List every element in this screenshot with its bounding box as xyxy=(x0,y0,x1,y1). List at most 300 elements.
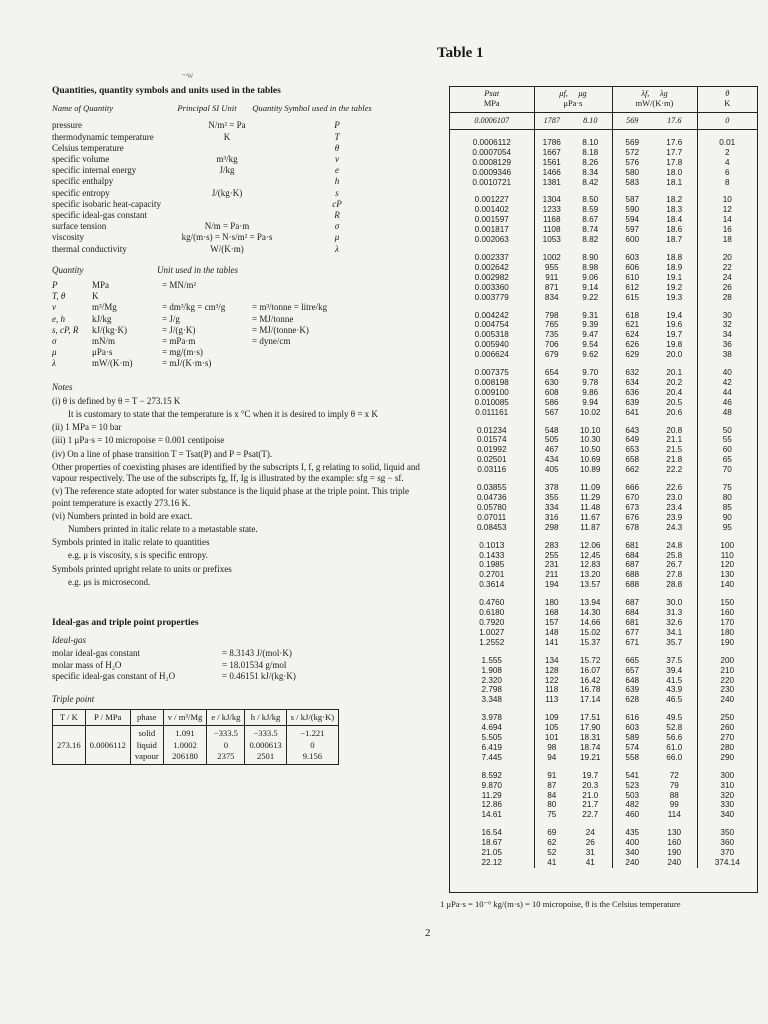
table-cell: 14.61 xyxy=(481,810,502,820)
notes-list xyxy=(52,396,424,588)
table-cell: 41 xyxy=(534,858,569,868)
table-cell: 10.50 xyxy=(580,445,601,455)
table-cell: 574 xyxy=(612,743,652,753)
table-cell: 2.798 xyxy=(481,685,502,695)
quantity-row xyxy=(52,165,424,176)
unit-row xyxy=(52,347,424,358)
table-cell: 80 xyxy=(697,493,757,503)
note-line: (iii) 1 μPa·s = 10 micropoise = 0.001 centipoise xyxy=(52,435,225,446)
table-cell: 22 xyxy=(697,263,757,273)
table-cell: 114 xyxy=(667,810,681,820)
table-cell: 0.002337 xyxy=(474,252,509,262)
table-row xyxy=(450,666,757,676)
unit-value: MPa xyxy=(92,280,110,291)
table-cell: 19.4 xyxy=(666,310,683,320)
table-cell: 320 xyxy=(697,791,757,801)
table-spacer xyxy=(450,360,757,368)
table-cell: 0.007375 xyxy=(474,368,509,378)
table-cell: 0.002642 xyxy=(474,262,509,272)
ideal-gas-section xyxy=(52,618,424,765)
unit-alternative xyxy=(252,347,382,358)
table-cell: 673 xyxy=(612,503,652,513)
quantity-row xyxy=(52,120,424,131)
table-cell: 95 xyxy=(697,523,757,533)
triple-point-h: −333.5 0.000613 2501 xyxy=(245,726,286,765)
quantity-name: surface tension xyxy=(52,221,107,232)
table-cell: 0.002063 xyxy=(474,235,509,245)
table-cell: 32.6 xyxy=(666,617,683,627)
quantity-symbol: μ xyxy=(334,232,340,243)
table-row xyxy=(450,263,757,273)
table-cell: 180 xyxy=(534,598,569,608)
table-cell: 9.62 xyxy=(582,350,599,360)
table-row xyxy=(450,810,757,820)
table-cell: 10.02 xyxy=(580,407,601,417)
ideal-gas-value: = 18.01534 g/mol xyxy=(222,659,287,670)
triple-point-e: −333.5 0 2375 xyxy=(207,726,245,765)
table-cell: 350 xyxy=(697,828,757,838)
unit-row xyxy=(52,358,424,369)
table-cell: 643 xyxy=(612,426,652,436)
table-cell: 10.69 xyxy=(580,455,601,465)
table-cell: 405 xyxy=(534,465,569,475)
col-unit-header: Principal SI Unit xyxy=(177,103,237,114)
units-header xyxy=(52,265,424,276)
table-cell: 19.21 xyxy=(580,752,601,762)
quantity-unit xyxy=(177,199,277,210)
triple-point-col-header: h / kJ/kg xyxy=(245,710,286,726)
table-cell: 10.10 xyxy=(580,425,601,435)
table-cell: 0.006624 xyxy=(474,350,509,360)
unit-row xyxy=(52,280,424,291)
table-cell: 17.6 xyxy=(652,113,697,130)
table-row xyxy=(450,408,757,418)
quantity-symbol: cP xyxy=(332,198,342,209)
table-cell: 41.5 xyxy=(666,675,683,685)
saturation-table xyxy=(449,86,758,893)
table-cell: 629 xyxy=(612,350,652,360)
table-cell: 230 xyxy=(697,685,757,695)
table-cell: 360 xyxy=(697,838,757,848)
table-cell: 0.004754 xyxy=(474,320,509,330)
unit-value: mW/(K·m) xyxy=(92,358,133,369)
table-cell: 0.0006112 xyxy=(472,137,511,147)
table-cell: 50 xyxy=(697,426,757,436)
unit-alternative: = m³/tonne = litre/kg xyxy=(252,302,328,313)
table-spacer xyxy=(450,705,757,713)
table-cell: 134 xyxy=(534,656,569,666)
table-cell: 49.5 xyxy=(666,713,683,723)
table-cell: 19.1 xyxy=(666,272,683,282)
table-cell: 610 xyxy=(612,273,652,283)
table-row xyxy=(450,771,757,781)
quantity-unit xyxy=(177,176,277,187)
ideal-gas-row xyxy=(52,648,424,659)
quantity-name: thermodynamic temperature xyxy=(52,131,154,142)
triple-point-col-header: T / K xyxy=(53,710,86,726)
table-cell: 18.1 xyxy=(666,177,683,187)
table-cell: 55 xyxy=(697,435,757,445)
table-cell: 606 xyxy=(612,263,652,273)
quantity-symbol: s xyxy=(335,187,339,198)
quantities-list xyxy=(52,120,424,254)
table-cell: 16.07 xyxy=(580,665,601,675)
table-cell: 220 xyxy=(697,676,757,686)
table-cell: 666 xyxy=(612,483,652,493)
unit-quantity: v xyxy=(52,302,56,313)
table-cell: 4 xyxy=(697,158,757,168)
conductivity-header: λf, λg mW/(K·m) xyxy=(612,87,697,113)
note-line: (iv) On a line of phase transition T = Tsat(P) and P = Psat(T). xyxy=(52,448,273,459)
table-cell: 0.07011 xyxy=(477,512,507,522)
table-cell: 48 xyxy=(697,408,757,418)
quantity-symbol: v xyxy=(335,154,339,165)
table-cell: 9.70 xyxy=(582,368,599,378)
table-cell: 24 xyxy=(697,273,757,283)
table-cell: 20.6 xyxy=(666,407,683,417)
table-cell: 8.592 xyxy=(481,770,502,780)
table-cell: 250 xyxy=(697,713,757,723)
ideal-gas-subheading: Ideal-gas xyxy=(52,635,86,646)
table-cell: 9.78 xyxy=(582,377,599,387)
table-row xyxy=(450,493,757,503)
table-cell: 632 xyxy=(612,368,652,378)
table-cell: 9.06 xyxy=(582,272,599,282)
table-cell: 283 xyxy=(534,541,569,551)
table-row xyxy=(450,435,757,445)
table-row xyxy=(450,580,757,590)
table-cell: 0.001227 xyxy=(474,195,509,205)
table-row xyxy=(450,713,757,723)
table-cell: 194 xyxy=(534,580,569,590)
table-cell: 72 xyxy=(669,770,679,780)
unit-equivalent: = dm³/kg = cm³/g xyxy=(162,302,226,313)
table-cell: 65 xyxy=(697,455,757,465)
table-cell: 8.10 xyxy=(582,137,599,147)
table-cell: 20.3 xyxy=(582,780,599,790)
table-cell: 9.47 xyxy=(582,330,599,340)
table-cell: 0.0006107 xyxy=(450,113,534,130)
table-cell: 355 xyxy=(534,493,569,503)
table-row xyxy=(450,743,757,753)
table-cell: 0.0007054 xyxy=(472,147,512,157)
table-cell: 128 xyxy=(534,666,569,676)
table-cell: 0.4760 xyxy=(479,598,505,608)
table-cell: 340 xyxy=(612,848,652,858)
table-row xyxy=(450,378,757,388)
quantity-name: specific volume xyxy=(52,154,110,165)
table-row xyxy=(450,638,757,648)
triple-point-row xyxy=(53,726,339,765)
table-cell: 16.42 xyxy=(580,675,601,685)
table-cell: 1466 xyxy=(534,168,569,178)
table-row xyxy=(450,733,757,743)
table-cell: 603 xyxy=(612,723,652,733)
table-row xyxy=(450,523,757,533)
table-cell: 14 xyxy=(697,215,757,225)
table-cell: 600 xyxy=(612,235,652,245)
table-cell: 0.3614 xyxy=(479,580,505,590)
table-row xyxy=(450,293,757,303)
table-cell: 105 xyxy=(534,723,569,733)
table-cell: 113 xyxy=(534,695,569,705)
table-cell: 20.0 xyxy=(666,350,683,360)
table-cell: 26 xyxy=(697,283,757,293)
footnote: 1 μPa·s = 10⁻⁶ kg/(m·s) = 10 micropoise, θ is the Celsius temperature xyxy=(440,899,681,909)
table-spacer xyxy=(450,763,757,771)
table-cell: 2.320 xyxy=(481,675,502,685)
table-cell: 34.1 xyxy=(666,627,683,637)
table-cell: 626 xyxy=(612,340,652,350)
quantity-unit xyxy=(177,210,277,221)
table-cell: 85 xyxy=(697,503,757,513)
table-cell: 18.3 xyxy=(666,205,683,215)
table-cell: 5.505 xyxy=(481,733,502,743)
table-row xyxy=(450,465,757,475)
table-cell: 38 xyxy=(697,350,757,360)
table-cell: 11.09 xyxy=(580,483,601,493)
table-cell: 21.5 xyxy=(666,445,683,455)
table-cell: 374.14 xyxy=(697,858,757,868)
table-cell: 630 xyxy=(534,378,569,388)
table-cell: 19.8 xyxy=(666,340,683,350)
table-cell: 8.90 xyxy=(582,252,599,262)
note-line: e.g. μs is microsecond. xyxy=(68,576,151,587)
quantity-row xyxy=(52,232,424,243)
table-cell: 120 xyxy=(697,560,757,570)
unit-alternative xyxy=(252,291,382,302)
table-cell: 334 xyxy=(534,503,569,513)
table-cell: 90 xyxy=(697,513,757,523)
table-cell: 42 xyxy=(697,378,757,388)
table-cell: 9.14 xyxy=(582,282,599,292)
quantity-name: pressure xyxy=(52,120,82,131)
table-cell: 24 xyxy=(585,828,595,838)
table-cell: 87 xyxy=(534,781,569,791)
table-cell: 231 xyxy=(534,560,569,570)
table-cell: 23.0 xyxy=(666,493,683,502)
table-cell: 0.005318 xyxy=(474,330,509,340)
table-row xyxy=(450,426,757,436)
unit-alternative: = MJ/tonne xyxy=(252,313,294,324)
table-row xyxy=(450,781,757,791)
unit-value: mN/m xyxy=(92,336,116,347)
table-cell: 122 xyxy=(534,676,569,686)
table-cell: 11.67 xyxy=(580,512,601,522)
table-cell: 687 xyxy=(612,560,652,570)
unit-row xyxy=(52,336,424,347)
unit-alternative: = dyne/cm xyxy=(252,336,291,347)
table-cell: 0.01992 xyxy=(476,445,507,455)
table-cell: 18.0 xyxy=(666,167,683,177)
table-cell: 23.4 xyxy=(666,502,683,512)
table-spacer xyxy=(450,533,757,541)
triple-point-col-header: e / kJ/kg xyxy=(207,710,245,726)
quantity-unit: kg/(m·s) = N·s/m² = Pa·s xyxy=(181,232,273,243)
unit-value: kJ/(kg·K) xyxy=(92,324,127,335)
table-cell: 160 xyxy=(697,608,757,618)
table-cell: 13.20 xyxy=(580,570,601,580)
table-cell: 567 xyxy=(534,408,569,418)
ideal-gas-value: = 0.46151 kJ/(kg·K) xyxy=(222,670,296,681)
table-cell: 170 xyxy=(697,618,757,628)
table-cell: 211 xyxy=(534,570,569,580)
table-row xyxy=(450,330,757,340)
table-cell: 79 xyxy=(669,780,679,790)
table-cell: 0.0010721 xyxy=(472,177,512,187)
table-cell: 1.2552 xyxy=(479,637,505,647)
table-cell: 688 xyxy=(612,570,652,580)
table-cell: 765 xyxy=(534,320,569,330)
table-cell: 0.04736 xyxy=(476,493,507,502)
ideal-gas-list xyxy=(52,648,424,682)
triple-point-col-header: v / m³/Mg xyxy=(163,710,207,726)
table-cell: 298 xyxy=(534,523,569,533)
triple-point-table xyxy=(52,709,339,765)
table-row xyxy=(450,368,757,378)
table-cell: 9.22 xyxy=(582,292,599,302)
table-cell: 98 xyxy=(534,743,569,753)
table-cell: 1.0027 xyxy=(479,627,505,637)
table-cell: 503 xyxy=(612,791,652,801)
table-spacer xyxy=(450,418,757,426)
table-cell: 0.011161 xyxy=(475,407,509,417)
table-cell: 1.908 xyxy=(481,665,502,675)
table-row xyxy=(450,608,757,618)
ideal-gas-value: = 8.3143 J/(mol·K) xyxy=(222,648,292,659)
quantity-row xyxy=(52,188,424,199)
table-cell: 586 xyxy=(534,398,569,408)
table-cell: 1233 xyxy=(534,205,569,215)
table-row xyxy=(450,398,757,408)
table-cell: 280 xyxy=(697,743,757,753)
table-cell: 10.30 xyxy=(580,435,601,445)
table-cell: 434 xyxy=(534,455,569,465)
table-cell: 84 xyxy=(534,791,569,801)
table-cell: 290 xyxy=(697,753,757,763)
table-cell: 31 xyxy=(585,848,595,858)
table-row xyxy=(450,676,757,686)
unit-equivalent: = J/(g·K) xyxy=(162,324,196,335)
table-cell: 110 xyxy=(697,551,757,561)
note-line: (ii) 1 MPa = 10 bar xyxy=(52,422,122,433)
table-row xyxy=(450,791,757,801)
ideal-gas-label: molar ideal-gas constant xyxy=(52,648,140,659)
table-cell: 22.7 xyxy=(582,810,599,820)
table-cell: 0.010085 xyxy=(474,397,509,407)
table-cell: 0.003360 xyxy=(474,282,509,292)
table-cell: 0.0009346 xyxy=(472,167,512,177)
table-cell: 20 xyxy=(697,253,757,263)
table-cell: 141 xyxy=(534,638,569,648)
table-cell: 17.90 xyxy=(580,723,601,733)
table-cell: 608 xyxy=(534,388,569,398)
quantity-unit: W/(K·m) xyxy=(210,243,244,254)
table-cell: 23.9 xyxy=(666,512,683,522)
table-cell: 1.555 xyxy=(481,655,502,665)
table-cell: 20.2 xyxy=(666,377,683,387)
table-cell: 658 xyxy=(612,455,652,465)
table-cell: 12.86 xyxy=(481,800,502,810)
ideal-gas-row xyxy=(52,671,424,682)
quantity-unit: m³/kg xyxy=(216,154,238,165)
table-cell: 0.009100 xyxy=(474,387,509,397)
unit-quantity: μ xyxy=(52,347,57,358)
table-cell: 1786 xyxy=(534,138,569,148)
table-cell: 52 xyxy=(534,848,569,858)
table-spacer xyxy=(450,648,757,656)
triple-point-col-header: P / MPa xyxy=(85,710,130,726)
table-header-row xyxy=(450,87,757,113)
ideal-gas-heading: Ideal-gas and triple point properties xyxy=(52,617,199,628)
table-row xyxy=(450,253,757,263)
table-cell: 0.7920 xyxy=(479,617,505,627)
quantity-row xyxy=(52,176,424,187)
table-cell: 11.29 xyxy=(580,493,601,502)
table-cell: 684 xyxy=(612,608,652,618)
table-cell: 1168 xyxy=(534,215,569,225)
table-cell: 662 xyxy=(612,465,652,475)
table-cell: 69 xyxy=(534,828,569,838)
table-row xyxy=(450,723,757,733)
table-cell: 18.67 xyxy=(481,838,502,848)
table-cell: 6 xyxy=(697,168,757,178)
table-cell: 621 xyxy=(612,320,652,330)
table-row xyxy=(450,113,757,130)
table-row xyxy=(450,551,757,561)
table-cell: 17.51 xyxy=(580,713,601,723)
table-cell: 1304 xyxy=(534,195,569,205)
note-line: Numbers printed in italic relate to a metastable state. xyxy=(68,523,258,534)
triple-point-col-header: phase xyxy=(130,710,163,726)
table-cell: 148 xyxy=(534,628,569,638)
table-cell: 8.42 xyxy=(582,177,599,187)
table-cell: 569 xyxy=(612,138,652,148)
table-cell: 9.31 xyxy=(582,310,599,320)
table-row xyxy=(450,235,757,245)
table-cell: 60 xyxy=(697,445,757,455)
table-cell: 634 xyxy=(612,378,652,388)
table-cell: 378 xyxy=(534,483,569,493)
table-cell: 639 xyxy=(612,398,652,408)
table-cell: 688 xyxy=(612,580,652,590)
table-cell: 15.02 xyxy=(580,627,601,637)
table-cell: 612 xyxy=(612,283,652,293)
table-cell: 834 xyxy=(534,293,569,303)
table-row xyxy=(450,570,757,580)
table-cell: 676 xyxy=(612,513,652,523)
unit-row xyxy=(52,302,424,313)
unit-quantity: T, θ xyxy=(52,291,66,302)
table-cell: 636 xyxy=(612,388,652,398)
table-spacer xyxy=(450,590,757,598)
unit-alternative: = MJ/(tonne·K) xyxy=(252,324,309,335)
table-cell: 0.03116 xyxy=(477,465,507,475)
triple-point-P: 0.0006112 xyxy=(85,726,130,765)
table-cell: 200 xyxy=(697,656,757,666)
quantity-name: Celsius temperature xyxy=(52,142,124,153)
note-line: Other properties of coexisting phases are identified by the subscripts I, f, g relating to solid, liquid and vapour respectively. The use of the subscripts fg, If, Ig is illustrated by the example: sfg = sg − sf. xyxy=(52,461,420,484)
table-row xyxy=(450,695,757,705)
table-cell: 101 xyxy=(534,733,569,743)
table-cell: 657 xyxy=(612,666,652,676)
table-cell: 43.9 xyxy=(666,685,683,695)
table-cell: 0.03855 xyxy=(476,483,507,493)
unit-value: μPa·s xyxy=(92,347,113,358)
table-cell: 583 xyxy=(612,178,652,188)
table-cell: 569 xyxy=(612,113,652,130)
table-cell: 18.31 xyxy=(580,733,601,743)
